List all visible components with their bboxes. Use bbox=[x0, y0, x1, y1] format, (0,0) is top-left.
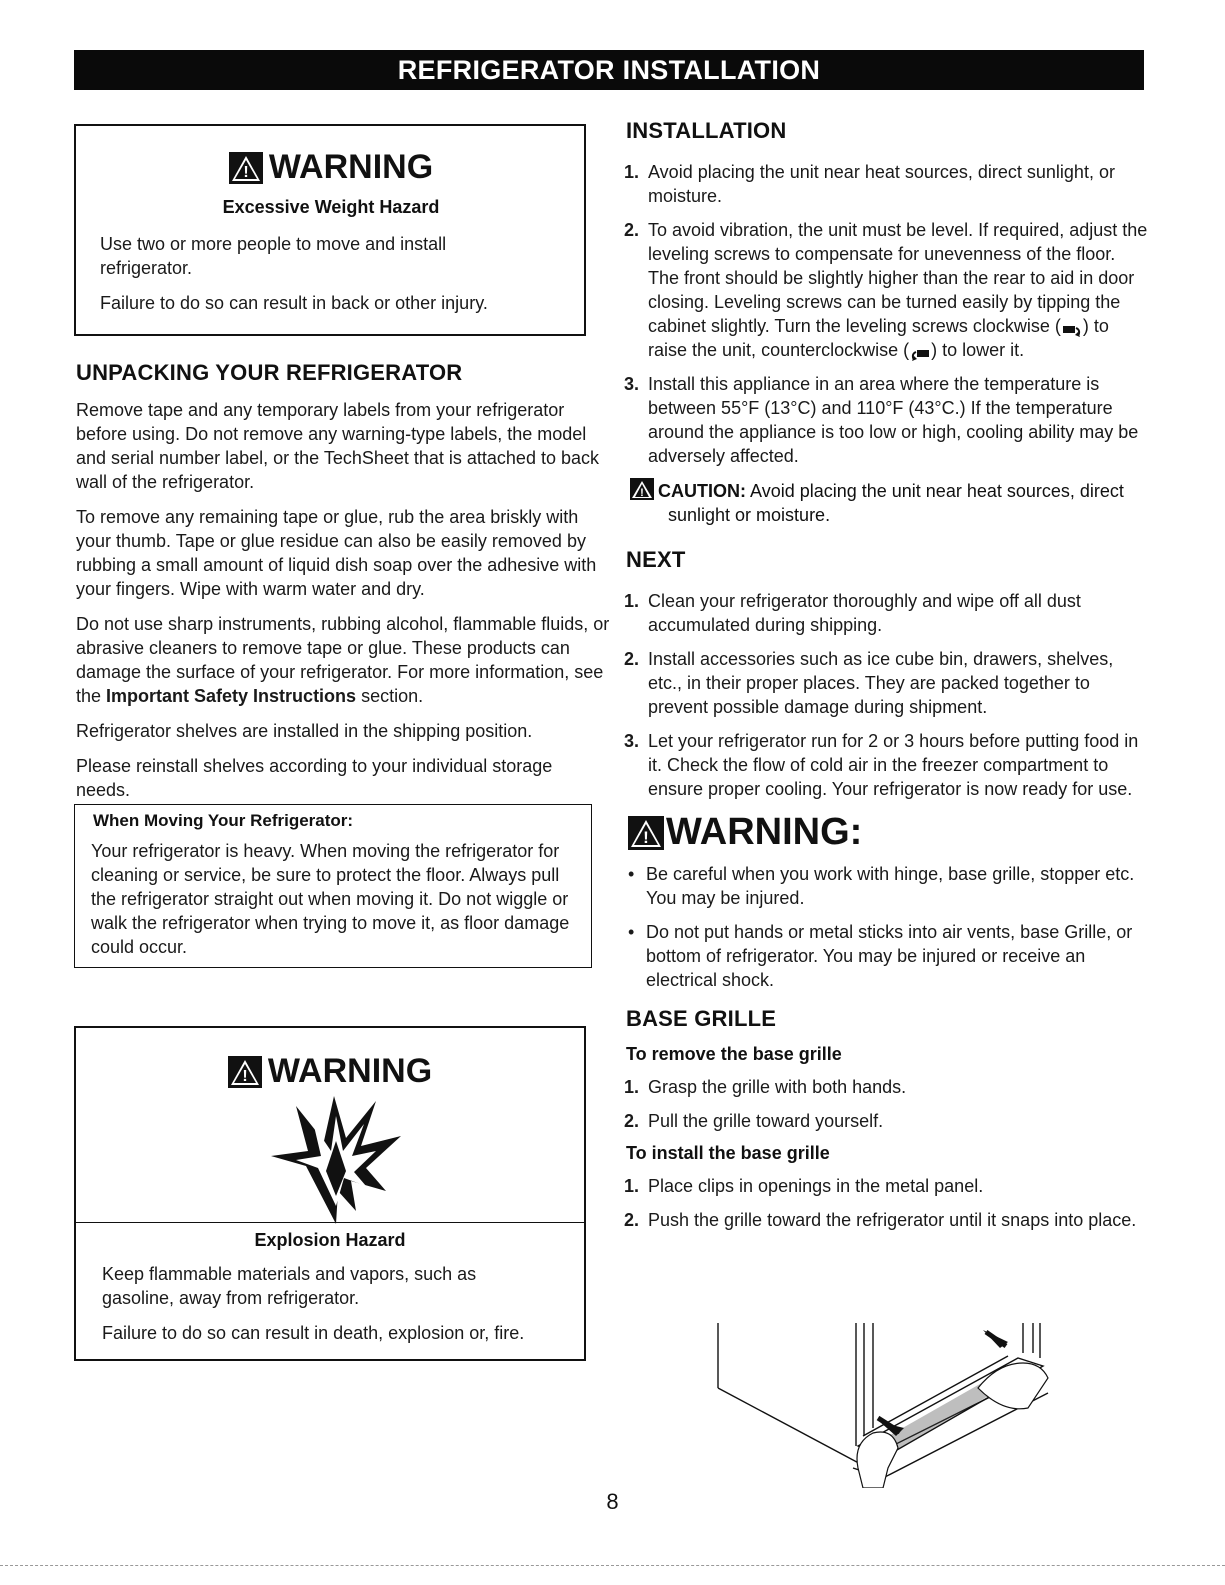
weight-hazard-subtitle: Excessive Weight Hazard bbox=[222, 197, 440, 217]
base-grille-illustration bbox=[708, 1318, 1068, 1488]
hinge-warning-list bbox=[624, 862, 1149, 992]
install-grille-title: To install the base grille bbox=[626, 1143, 830, 1163]
installation-heading: INSTALLATION bbox=[626, 118, 787, 143]
warning-triangle-icon bbox=[228, 1056, 262, 1088]
svg-text:!: ! bbox=[640, 487, 644, 499]
unpacking-text: Do not use sharp instruments, rubbing alcohol, flammable fluids, or abrasive cleaners to remove tape or glue. These products can damage the surface of your refrigerator. For more information, see the bbox=[76, 614, 610, 706]
explosion-warning-box bbox=[74, 1026, 586, 1361]
item-number: 2. bbox=[624, 1210, 640, 1230]
next-heading: NEXT bbox=[626, 547, 686, 572]
list-item bbox=[624, 160, 1149, 208]
svg-text:!: ! bbox=[243, 163, 249, 181]
item-number: 1. bbox=[624, 1176, 640, 1196]
unpacking-heading: UNPACKING YOUR REFRIGERATOR bbox=[76, 360, 463, 385]
explosion-warning-line: Failure to do so can result in death, explosion or, fire. bbox=[102, 1323, 525, 1343]
item-number: 3. bbox=[624, 374, 640, 394]
install-grille-list bbox=[624, 1174, 1149, 1232]
item-text-part: ) to raise the unit, counterclockwise ( bbox=[648, 316, 1109, 360]
list-item bbox=[624, 1109, 1149, 1133]
page-number: 8 bbox=[606, 1489, 619, 1514]
explosion-hazard-subtitle: Explosion Hazard bbox=[254, 1230, 406, 1250]
unpacking-paragraph bbox=[76, 612, 614, 708]
weight-warning-line: Use two or more people to move and install refrigerator. bbox=[100, 234, 447, 278]
counterclockwise-icon bbox=[909, 344, 931, 358]
item-number: 2. bbox=[624, 649, 640, 669]
moving-text: Your refrigerator is heavy. When moving the refrigerator for cleaning or service, be sure to protect the floor. Always pull the refrigerator straight out when moving it. Do not wiggle or walk the refrigerator when trying to move it, as floor damage could occur. bbox=[91, 841, 570, 957]
bullet: • bbox=[628, 922, 635, 942]
page-bottom-rule bbox=[0, 1565, 1225, 1566]
clockwise-icon bbox=[1061, 320, 1083, 334]
list-item bbox=[624, 1075, 1149, 1099]
explosion-divider bbox=[76, 1222, 584, 1223]
svg-text:!: ! bbox=[643, 827, 649, 847]
remove-grille-title: To remove the base grille bbox=[626, 1044, 842, 1064]
list-item bbox=[624, 729, 1149, 801]
item-text bbox=[648, 218, 1149, 362]
weight-warning-line: Failure to do so can result in back or other injury. bbox=[100, 293, 488, 313]
moving-title: When Moving Your Refrigerator: bbox=[93, 811, 354, 830]
item-text: Clean your refrigerator thoroughly and wipe off all dust accumulated during shipping. bbox=[648, 591, 1081, 635]
list-item bbox=[624, 862, 1149, 910]
list-item bbox=[624, 218, 1149, 362]
list-item bbox=[624, 920, 1149, 992]
explosion-warning-header bbox=[76, 1052, 584, 1091]
right-column bbox=[624, 118, 1149, 1242]
caution-triangle-icon bbox=[630, 478, 654, 500]
item-number: 1. bbox=[624, 591, 640, 611]
installation-list bbox=[624, 160, 1149, 468]
page-title: REFRIGERATOR INSTALLATION bbox=[74, 50, 1144, 90]
item-number: 1. bbox=[624, 162, 640, 182]
moving-box bbox=[74, 804, 592, 968]
base-grille-heading: BASE GRILLE bbox=[626, 1006, 777, 1031]
warning-triangle-icon bbox=[628, 816, 664, 850]
list-item bbox=[624, 1174, 1149, 1198]
left-column bbox=[74, 124, 614, 1361]
item-text-part: ) to lower it. bbox=[931, 340, 1025, 360]
explosion-warning-line: Keep flammable materials and vapors, such as gasoline, away from refrigerator. bbox=[102, 1264, 477, 1308]
item-text: Grasp the grille with both hands. bbox=[648, 1077, 907, 1097]
bullet: • bbox=[628, 864, 635, 884]
item-text-part: To avoid vibration, the unit must be level. If required, adjust the leveling screws to compensate for unevenness of the floor. The front should be slightly higher than the rear to aid in door closing. Leveling screws can be turned easily by tipping the cabinet slightly. Turn the leveling screws clockwise ( bbox=[648, 220, 1148, 336]
item-number: 2. bbox=[624, 1111, 640, 1131]
list-item bbox=[624, 1208, 1149, 1232]
unpacking-paragraph: Please reinstall shelves according to your individual storage needs. bbox=[76, 756, 553, 800]
safety-instructions-ref: Important Safety Instructions bbox=[106, 686, 357, 706]
item-text: Be careful when you work with hinge, base grille, stopper etc. You may be injured. bbox=[646, 864, 1135, 908]
item-text: Install this appliance in an area where the temperature is between 55°F (13°C) and 110°F (43°C.) If the temperature around the appliance is too low or high, cooling ability may be adversely affected. bbox=[648, 374, 1139, 466]
item-text: Pull the grille toward yourself. bbox=[648, 1111, 884, 1131]
item-text: Install accessories such as ice cube bin, drawers, shelves, etc., in their proper places. They are packed together to prevent possible damage during shipment. bbox=[648, 649, 1114, 717]
list-item bbox=[624, 589, 1149, 637]
item-text: Place clips in openings in the metal panel. bbox=[648, 1176, 984, 1196]
unpacking-paragraph: To remove any remaining tape or glue, rub the area briskly with your thumb. Tape or glue residue can also be easily removed by rubbing a small amount of liquid dish soap over the adhesive with your fingers. Wipe with warm water and dry. bbox=[76, 507, 597, 599]
caution-text: Avoid placing the unit near heat sources, direct sunlight or moisture. bbox=[668, 481, 1124, 525]
unpacking-paragraph: Remove tape and any temporary labels from your refrigerator before using. Do not remove any warning-type labels, the model and serial number label, or the TechSheet that is attached to back wall of the refrigerator. bbox=[76, 400, 599, 492]
explosion-icon bbox=[266, 1096, 406, 1226]
item-number: 2. bbox=[624, 220, 640, 240]
svg-text:!: ! bbox=[242, 1067, 248, 1085]
weight-warning-title: WARNING bbox=[268, 148, 434, 186]
weight-warning-box bbox=[74, 124, 586, 336]
item-number: 1. bbox=[624, 1077, 640, 1097]
list-item bbox=[624, 647, 1149, 719]
next-list bbox=[624, 589, 1149, 801]
item-text: Avoid placing the unit near heat sources, direct sunlight, or moisture. bbox=[648, 162, 1115, 206]
unpacking-text: section. bbox=[356, 686, 424, 706]
remove-grille-list bbox=[624, 1075, 1149, 1133]
item-text: Let your refrigerator run for 2 or 3 hours before putting food in it. Check the flow of cold air in the freezer compartment to ensure proper cooling. Your refrigerator is now ready for use. bbox=[648, 731, 1139, 799]
caution-label: CAUTION: bbox=[658, 481, 746, 501]
explosion-warning-title: WARNING bbox=[267, 1052, 433, 1090]
item-text: Push the grille toward the refrigerator until it snaps into place. bbox=[648, 1210, 1137, 1230]
unpacking-paragraph: Refrigerator shelves are installed in the shipping position. bbox=[76, 721, 533, 741]
weight-warning-header bbox=[98, 148, 564, 187]
list-item bbox=[624, 372, 1149, 468]
hinge-warning-header bbox=[628, 811, 1149, 854]
explosion-warning-text bbox=[100, 1262, 570, 1356]
warning-triangle-icon bbox=[229, 152, 263, 184]
caution-note bbox=[630, 478, 1149, 527]
item-text: Do not put hands or metal sticks into air vents, base Grille, or bottom of refrigerator. You may be injured or receive an electrical shock. bbox=[646, 922, 1133, 990]
hinge-warning-title: WARNING: bbox=[666, 811, 863, 853]
item-number: 3. bbox=[624, 731, 640, 751]
